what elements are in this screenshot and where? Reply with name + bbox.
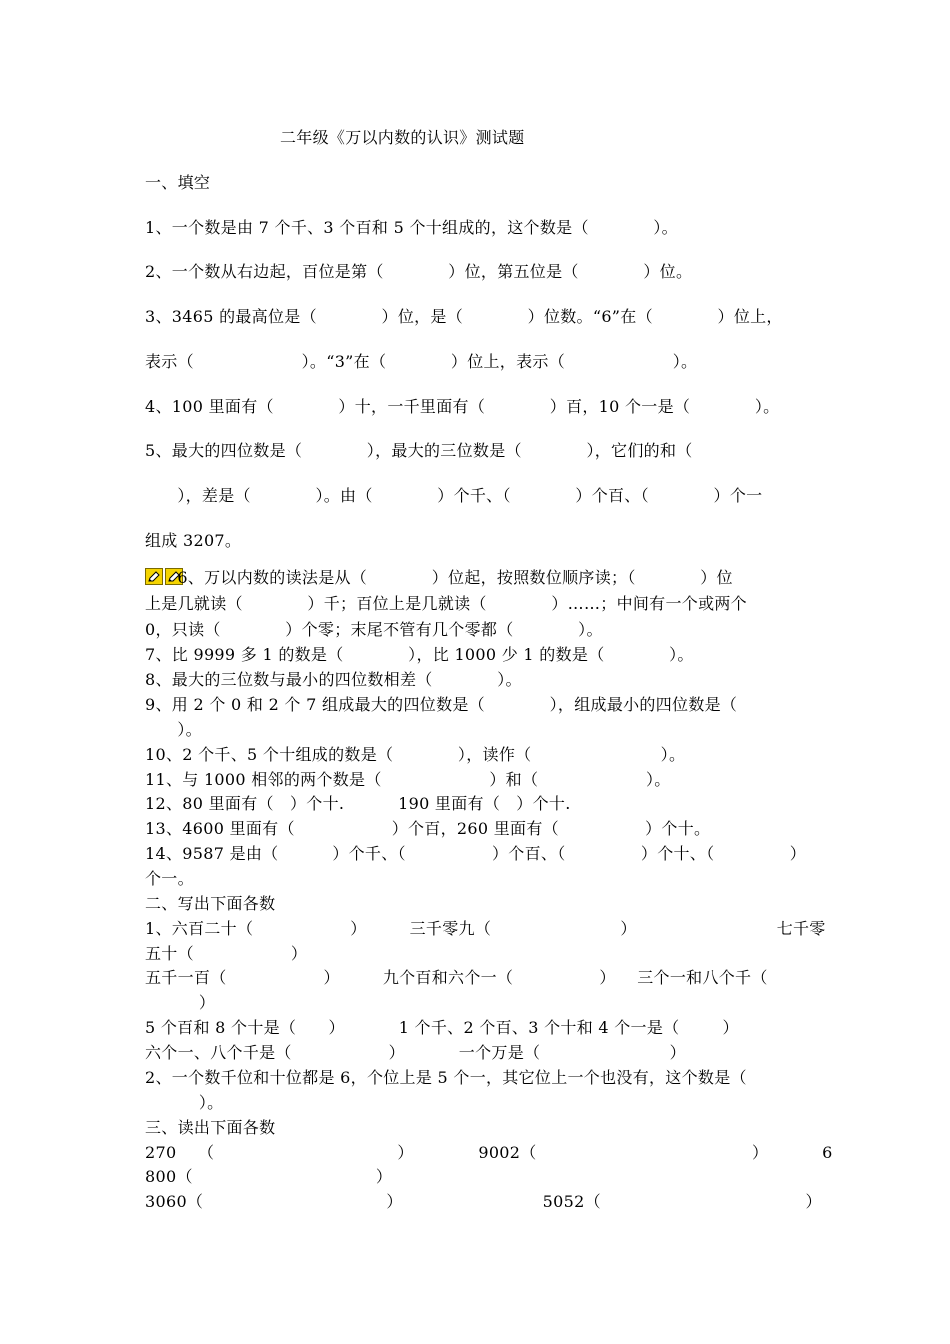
question-line: 8、最大的三位数与最小的四位数相差（ ）。 [145, 670, 522, 689]
question-line: 上是几就读（ ）千；百位上是几就读（ ）……；中间有一个或两个 [145, 594, 747, 613]
question-line: 270 （ ） 9002（ ） 6 [145, 1143, 833, 1162]
question-line: 5 个百和 8 个十是（ ） 1 个千、2 个百、3 个十和 4 个一是（ ） [145, 1018, 739, 1037]
question-line: 3060（ ） 5052（ ） [145, 1192, 822, 1211]
question-line: 组成 3207。 [145, 531, 242, 550]
question-line: 表示（ ）。“3”在（ ）位上，表示（ ）。 [145, 352, 698, 371]
question-line: 14、9587 是由（ ）个千、（ ）个百、（ ）个十、（ ） [145, 844, 807, 863]
question-line: 1、一个数是由 7 个千、3 个百和 5 个十组成的，这个数是（ ）。 [145, 218, 678, 237]
question-line: ）。 [145, 1093, 224, 1112]
question-line: 5、最大的四位数是（ ），最大的三位数是（ ），它们的和（ [145, 441, 693, 460]
question-line: 0，只读（ ）个零；末尾不管有几个零都（ ）。 [145, 620, 603, 639]
question-line: 7、比 9999 多 1 的数是（ ），比 1000 少 1 的数是（ ）。 [145, 645, 694, 664]
question-line: 五千一百（ ） 九个百和六个一（ ） 三个一和八个千（ [145, 968, 768, 987]
question-line: 五十（ ） [145, 944, 308, 963]
question-line: 800（ ） [145, 1167, 393, 1186]
question-line: ）。 [145, 720, 202, 739]
section-heading-read-numbers: 三、读出下面各数 [145, 1118, 276, 1137]
section-heading-write-numbers: 二、写出下面各数 [145, 894, 276, 913]
question-line: 11、与 1000 相邻的两个数是（ ）和（ ）。 [145, 770, 671, 789]
page-title: 二年级《万以内数的认识》测试题 [280, 128, 525, 147]
question-line: 2、一个数从右边起，百位是第（ ）位，第五位是（ ）位。 [145, 262, 693, 281]
question-line: 2、一个数千位和十位都是 6，个位上是 5 个一，其它位上一个也没有，这个数是（ [145, 1068, 747, 1087]
question-line: 12、80 里面有（ ）个十. 190 里面有（ ）个十. [145, 794, 571, 813]
question-line: ） [145, 993, 216, 1012]
question-line: 六个一、八个千是（ ） 一个万是（ ） [145, 1043, 686, 1062]
question-line: 6、万以内数的读法是从（ ）位起，按照数位顺序读；（ ）位 [145, 568, 733, 587]
section-heading-fill-blanks: 一、填空 [145, 173, 211, 192]
question-line: 1、六百二十（ ） 三千零九（ ） 七千零 [145, 919, 826, 938]
question-line: 10、2 个千、5 个十组成的数是（ ），读作（ ）。 [145, 745, 686, 764]
question-line: 个一。 [145, 869, 194, 888]
question-line: 4、100 里面有（ ）十，一千里面有（ ）百，10 个一是（ ）。 [145, 397, 780, 416]
question-line: 9、用 2 个 0 和 2 个 7 组成最大的四位数是（ ），组成最小的四位数是（ [145, 695, 738, 714]
question-line: 3、3465 的最高位是（ ）位，是（ ）位数。“6”在（ ）位上， [145, 307, 783, 326]
question-line: ），差是（ ）。由（ ）个千、（ ）个百、（ ）个一 [145, 486, 763, 505]
question-line: 13、4600 里面有（ ）个百，260 里面有（ ）个十。 [145, 819, 711, 838]
